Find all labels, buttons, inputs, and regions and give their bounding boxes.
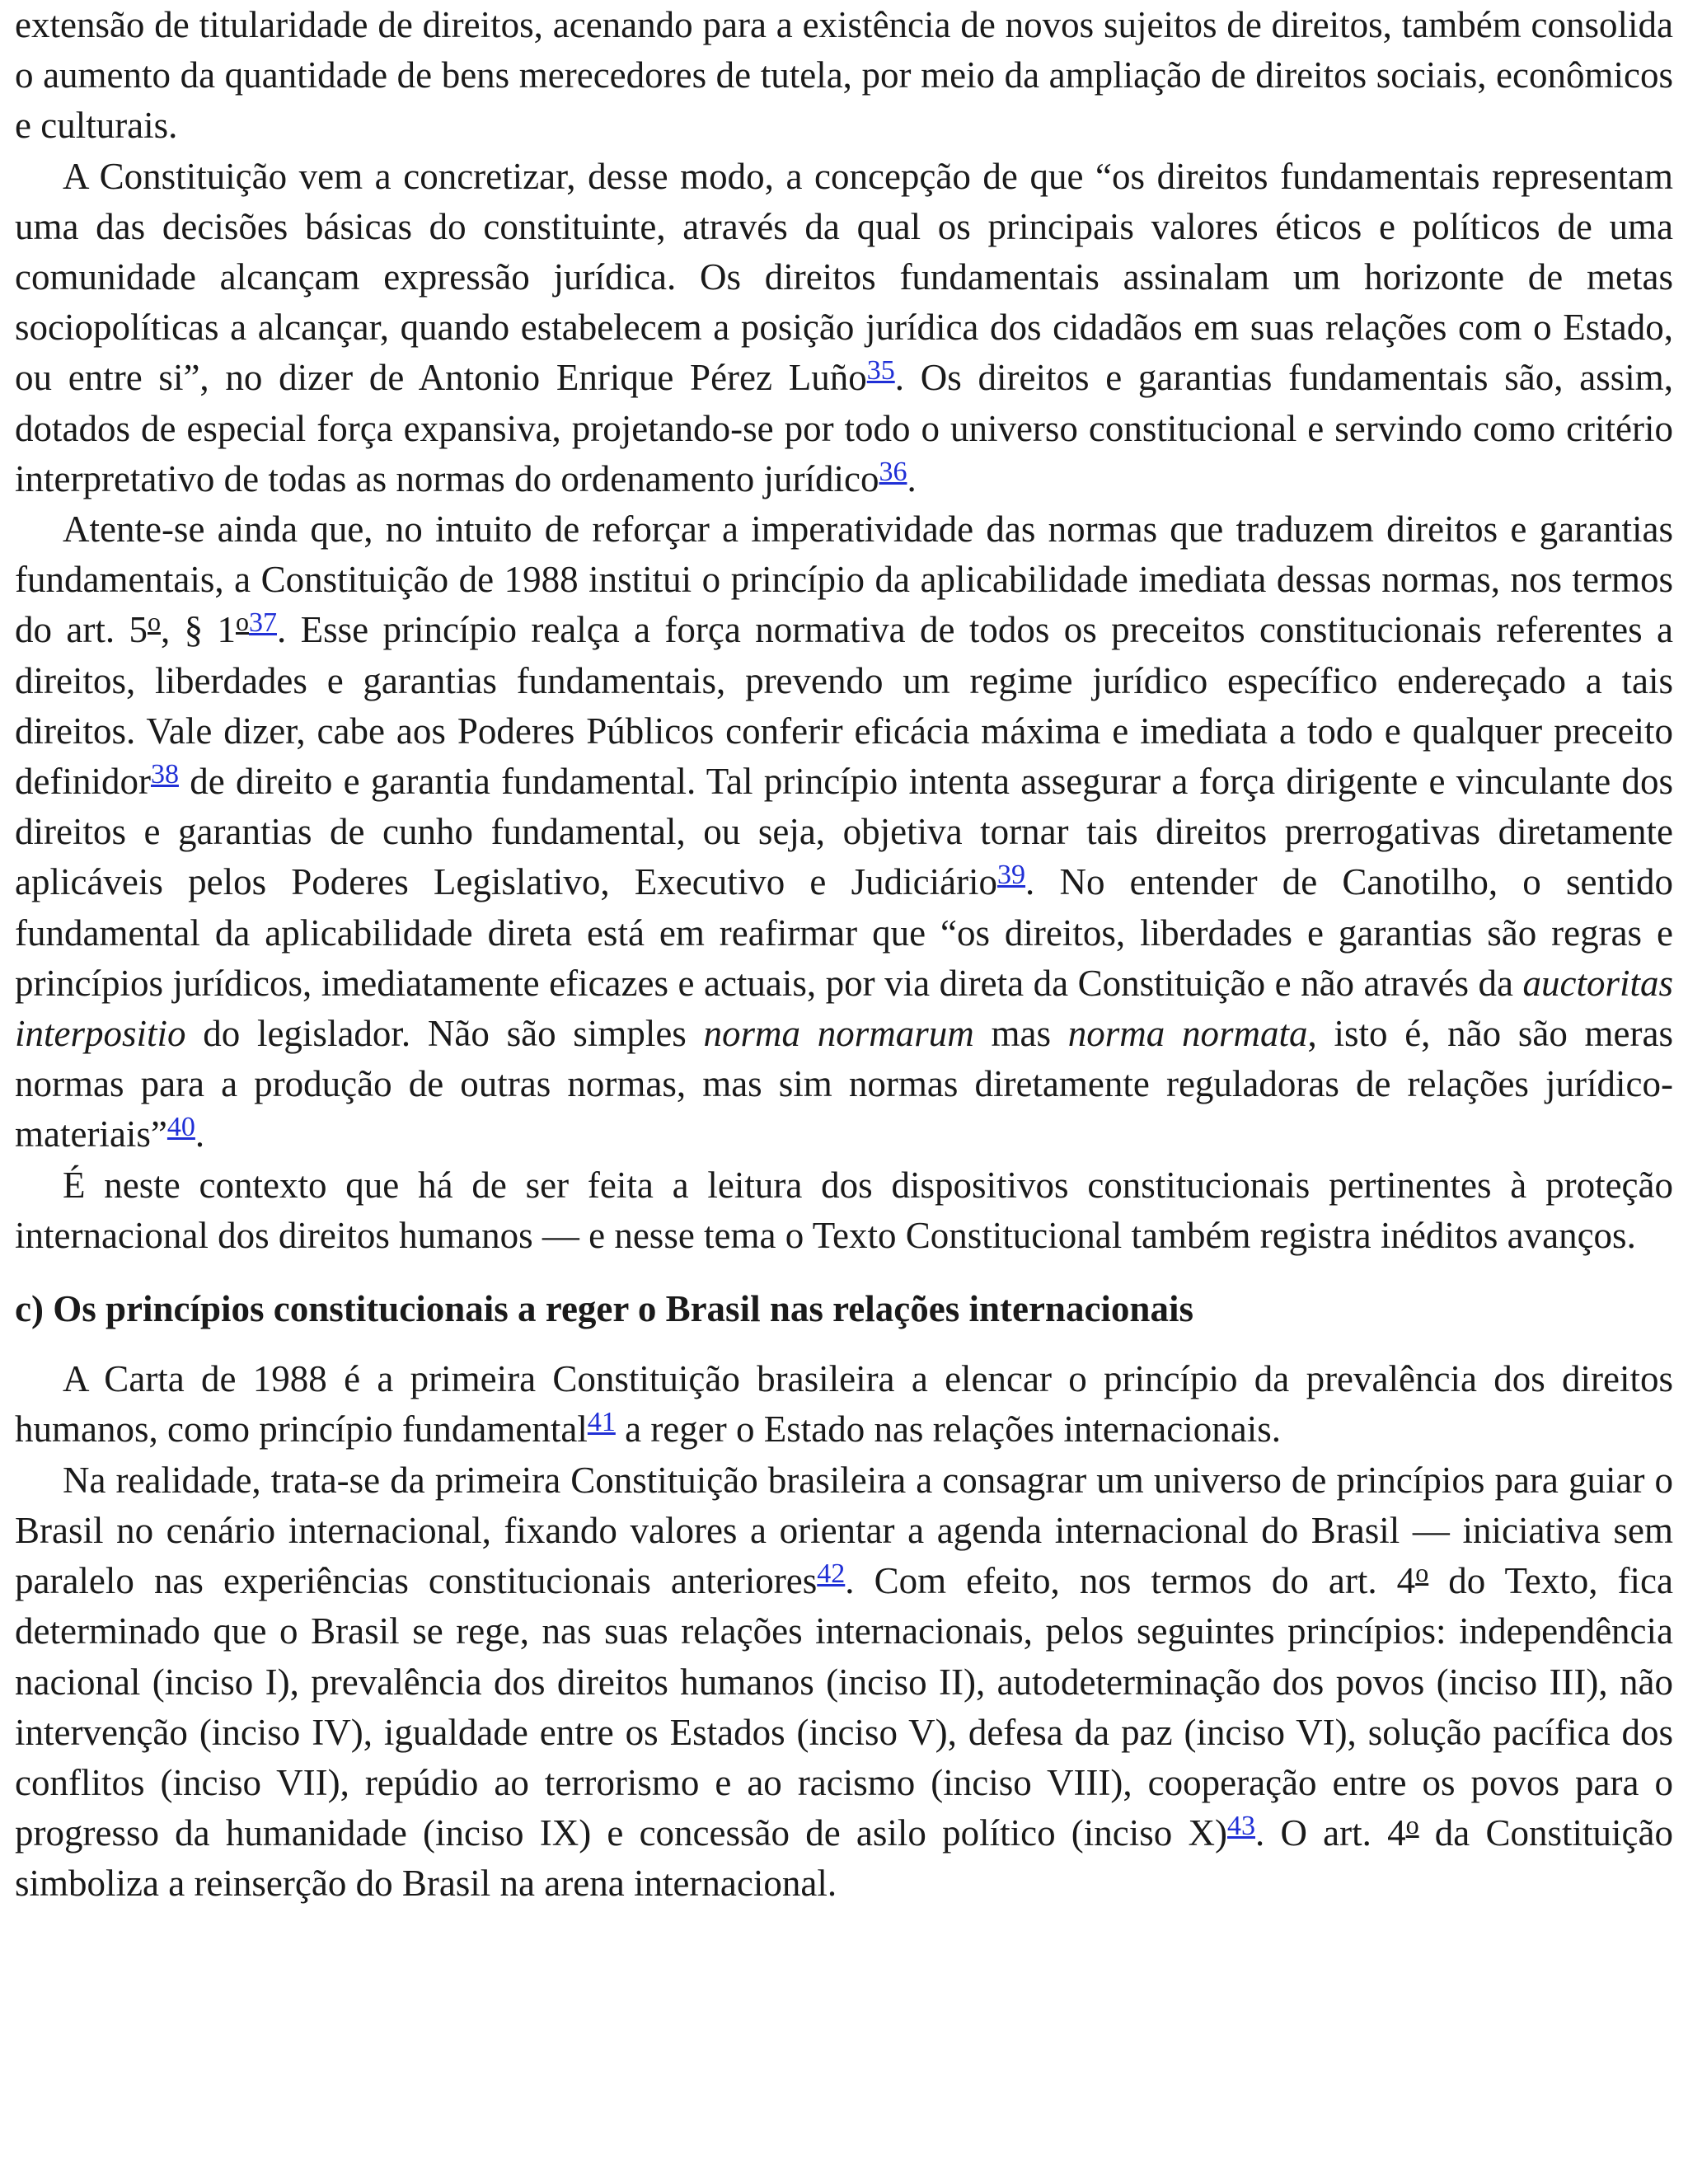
- paragraph-text: de direito e garantia fundamental. Tal princípio intenta assegurar a força dirigente e vinculante dos direitos e garantias de cunho fundamental, ou seja, objetiva tornar tais direitos prerrogativas diretamente aplicáveis pelos Poderes Legislativo, Executivo e Judiciário: [15, 761, 1673, 903]
- paragraph-2: [15, 152, 1673, 504]
- paragraph-3: [15, 504, 1673, 1160]
- paragraph-text: .: [195, 1113, 205, 1155]
- paragraph-text: do legislador. Não são simples: [185, 1013, 704, 1055]
- italic-term: norma normata: [1067, 1013, 1308, 1055]
- footnote-link-40[interactable]: 40: [166, 1112, 195, 1143]
- paragraph-text: A Carta de 1988 é a primeira Constituição brasileira a elencar o princípio da prevalência dos direitos humanos, como princípio fundamental: [15, 1358, 1673, 1451]
- paragraph-text: extensão de titularidade de direitos, acenando para a existência de novos sujeitos de direitos, também consolida o aumento da quantidade de bens merecedores de tutela, por meio da ampliação de direitos sociais, econômicos e culturais.: [15, 4, 1673, 147]
- footnote-link-43[interactable]: 43: [1226, 1811, 1255, 1842]
- paragraph-text: .: [907, 457, 917, 499]
- ordinal-indicator: o: [147, 607, 161, 637]
- footnote-link-36[interactable]: 36: [879, 456, 907, 487]
- paragraph-text: . Os direitos e garantias fundamentais são, assim, dotados de especial força expansiva, projetando-se por todo o universo constitucional e servindo como critério interpretativo de todas as normas do ordenamento jurídico: [15, 357, 1674, 499]
- section-heading: c) Os princípios constitucionais a reger o Brasil nas relações internacionais: [15, 1288, 1193, 1330]
- footnote-link-38[interactable]: 38: [150, 759, 179, 790]
- ordinal-indicator: o: [1405, 1810, 1419, 1840]
- paragraph-5: [15, 1354, 1673, 1455]
- footnote-link-35[interactable]: 35: [866, 355, 895, 387]
- paragraph-text: . Esse princípio realça a força normativa de todos os preceitos constitucionais referentes a direitos, liberdades e garantias fundamentais, prevendo um regime jurídico específico endereçado a tais direitos. Vale dizer, cabe aos Poderes Públicos conferir eficácia máxima e imediata a todo e qualquer preceito definidor: [15, 609, 1674, 803]
- paragraph-text: . No entender de Canotilho, o sentido fundamental da aplicabilidade direta está em reafirmar que “os direitos, liberdades e garantias são regras e princípios jurídicos, imediatamente eficazes e actuais, por via direta da Constituição e não através da: [15, 861, 1673, 1004]
- ordinal-indicator: o: [1415, 1558, 1429, 1588]
- paragraph-text: Atente-se ainda que, no intuito de reforçar a imperatividade das normas que traduzem direitos e garantias fundamentais, a Constituição de 1988 institui o princípio da aplicabilidade imediata dessas normas, nos termos do art. 5: [15, 509, 1673, 651]
- footnote-link-42[interactable]: 42: [817, 1558, 846, 1590]
- italic-term: auctoritas interpositio: [15, 962, 1673, 1055]
- paragraph-text: A Constituição vem a concretizar, desse modo, a concepção de que “os direitos fundamentais representam uma das decisões básicas do constituinte, através da qual os principais valores éticos e políticos de uma comunidade alcançam expressão jurídica. Os direitos fundamentais assinalam um horizonte de metas sociopolíticas a alcançar, quando estabelecem a posição jurídica dos cidadãos em suas relações com o Estado, ou entre si”, no dizer de Antonio Enrique Pérez Luño: [15, 155, 1673, 399]
- paragraph-1: [15, 0, 1673, 152]
- paragraph-text: mas: [973, 1013, 1068, 1055]
- paragraph-text: É neste contexto que há de ser feita a leitura dos dispositivos constitucionais pertinentes à proteção internacional dos direitos humanos — e nesse tema o Texto Constitucional também registra inéditos avanços.: [15, 1164, 1673, 1256]
- paragraph-4: [15, 1160, 1673, 1261]
- italic-term: norma normarum: [703, 1013, 974, 1055]
- paragraph-text: , isto é, não são meras normas para a produção de outras normas, mas sim normas diretamente reguladoras de relações jurídico-materiais”: [15, 1013, 1673, 1155]
- paragraph-text: do Texto, fica determinado que o Brasil se rege, nas suas relações internacionais, pelos seguintes princípios: independência nacional (inciso I), prevalência dos direitos humanos (inciso II), autodeterminação dos povos (inciso III), não intervenção (inciso IV), igualdade entre os Estados (inciso V), defesa da paz (inciso VI), solução pacífica dos conflitos (inciso VII), repúdio ao terrorismo e ao racismo (inciso VIII), cooperação entre os povos para o progresso da humanidade (inciso IX) e concessão de asilo político (inciso X): [15, 1560, 1673, 1854]
- footnote-link-41[interactable]: 41: [587, 1407, 616, 1438]
- footnote-link-37[interactable]: 37: [248, 607, 277, 639]
- paragraph-text: . O art. 4: [1254, 1812, 1406, 1854]
- paragraph-text: da Constituição simboliza a reinserção do Brasil na arena internacional.: [15, 1812, 1673, 1905]
- paragraph-text: . Com efeito, nos termos do art. 4: [845, 1560, 1416, 1602]
- paragraph-6: [15, 1455, 1673, 1910]
- footnote-link-39[interactable]: 39: [997, 860, 1026, 891]
- document-page: [15, 0, 1673, 1910]
- ordinal-indicator: o: [235, 607, 249, 637]
- paragraph-text: a reger o Estado nas relações internacionais.: [615, 1408, 1281, 1451]
- paragraph-text: , § 1: [160, 609, 236, 651]
- paragraph-text: Na realidade, trata-se da primeira Constituição brasileira a consagrar um universo de princípios para guiar o Brasil no cenário internacional, fixando valores a orientar a agenda internacional do Brasil — iniciativa sem paralelo nas experiências constitucionais anteriores: [15, 1459, 1673, 1602]
